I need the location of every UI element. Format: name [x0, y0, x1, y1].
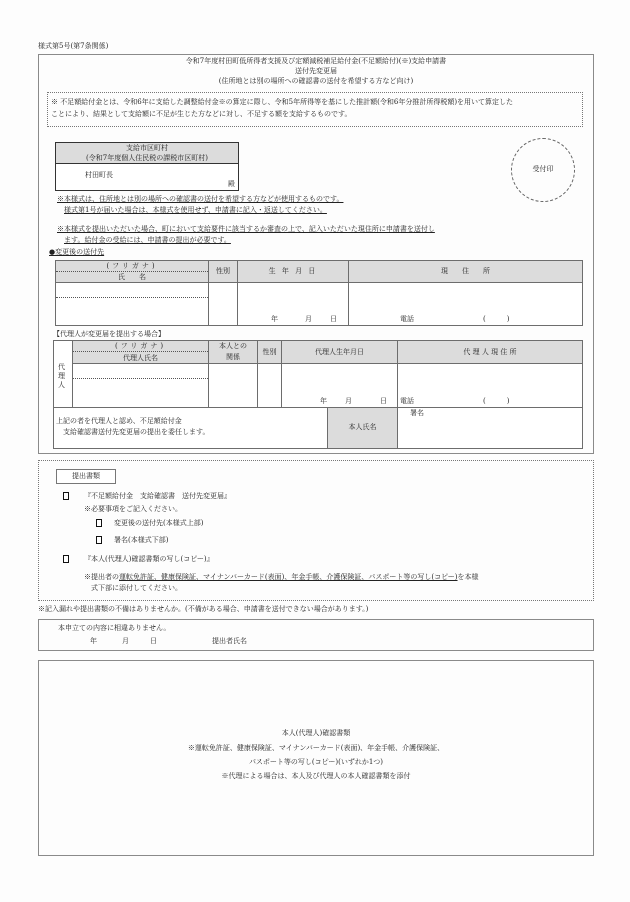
agent-name-input[interactable] — [72, 363, 209, 408]
note1-line1: ※本様式は、住所地とは別の場所への確認書の送付を希望する方などが使用するものです。 — [57, 195, 344, 203]
form-subtitle: 送付先変更届 — [295, 67, 337, 75]
definition-note-line2: ことにより、結果として支給額に不足が生じた方などに対し、不足する額を支給するものです。 — [51, 110, 352, 118]
recipient-label: 支給市区町村 — [126, 144, 168, 152]
delegation-text-line2: 支給確認書送付先変更届の提出を委任します。 — [63, 428, 210, 436]
agent-day-label: 日 — [380, 397, 387, 405]
id-attachment-line1: ※運転免許証、健康保険証、マイナンバーカード(表面)、年金手帳、介護保険証、 — [187, 744, 445, 752]
reception-stamp-label: 受付印 — [532, 165, 554, 173]
signature-label: 署名 — [410, 409, 424, 417]
note1-line2: 様式第1号が届いた場合は、本様式を使用せず、申請書に記入・返送してください。 — [64, 206, 327, 214]
agent-header-gender: 性別 — [262, 348, 277, 356]
month-label: 月 — [305, 315, 312, 323]
agent-year-label: 年 — [320, 397, 327, 405]
declaration-year-label: 年 — [90, 637, 97, 645]
agent-phone-parens: ( ) — [483, 397, 510, 405]
agent-row-label: 代理人 — [58, 363, 65, 389]
document-item-change-form: 『不足額給付金 支給確認書 送付先変更届』 — [84, 492, 231, 500]
note2-line1: ※本様式を提出いただいた場合、町において支給要件に該当するか審査の上で、記入いただいた現住所に申請書を送付し — [57, 225, 435, 233]
day-label: 日 — [330, 315, 337, 323]
delegation-text-line1: 上記の者を代理人と認め、不足額給付金 — [56, 417, 182, 425]
name-input[interactable] — [55, 282, 209, 326]
id-attachment-title: 本人(代理人)確認書類 — [281, 729, 351, 737]
agent-header-name: 代理人氏名 — [123, 354, 158, 362]
header-address: 現 住 所 — [441, 267, 490, 275]
documents-title: 提出書類 — [72, 472, 100, 480]
header-birthdate: 生 年 月 日 — [268, 267, 318, 275]
id-attachment-line3: ※代理による場合は、本人及び代理人の本人確認書類を添付 — [221, 772, 411, 780]
recipient-label-sub: (令和7年度個人住民税の課税市区町村) — [86, 154, 208, 162]
agent-phone-label: 電話 — [400, 397, 414, 405]
agent-header-relation: 本人との — [219, 342, 247, 350]
checkbox-signature[interactable] — [96, 536, 102, 544]
document-item-id-copy: 『本人(代理人)確認書類の写し(コピー)』 — [84, 555, 214, 563]
id-note-line1 — [84, 574, 479, 581]
agent-relation-input[interactable] — [208, 363, 258, 408]
id-attachment-line2: パスポート等の写し(コピー)(いずれか1つ) — [248, 758, 384, 766]
recipient-honorific: 殿 — [228, 180, 235, 188]
agent-gender-input[interactable] — [257, 363, 282, 408]
checkbox-new-destination[interactable] — [96, 519, 102, 527]
form-audience: (住所地とは別の場所への確認書の送付を希望する方など向け) — [218, 77, 414, 85]
header-furigana: (フリガナ) — [106, 262, 158, 270]
header-gender: 性別 — [216, 267, 230, 275]
id-note-line2: 式下部に添付してください。 — [91, 584, 182, 592]
form-number: 様式第5号(第7条関係) — [38, 42, 109, 50]
phone-label: 電話 — [400, 315, 414, 323]
id-note-prefix: ※提出者の — [84, 573, 119, 581]
year-label: 年 — [271, 315, 278, 323]
id-note-accepted-documents: 運転免許証、健康保険証、マイナンバーカード(表面)、年金手帳、介護保険証、パスポート等の写し(コピー) — [119, 573, 458, 581]
new-destination-label: ●変更後の送付先 — [49, 248, 105, 256]
note2-line2: ます。給付金の受給には、申請書の提出が必要です。 — [64, 236, 231, 244]
divider — [56, 271, 208, 272]
agent-header-birthdate: 代理人生年月日 — [315, 348, 364, 356]
agent-section-label: 【代理人が変更届を提出する場合】 — [53, 330, 165, 338]
declaration-day-label: 日 — [150, 637, 157, 645]
recipient-addressee: 村田町長 — [85, 171, 113, 179]
check-warning: ※記入漏れや提出書類の不備はありませんか。(不備がある場合、申請書を送付できない場合があります。) — [38, 605, 369, 613]
divider — [73, 351, 208, 352]
subitem-signature: 署名(本様式下部) — [114, 536, 169, 544]
principal-name-label: 本人氏名 — [348, 423, 377, 431]
header-name: 氏 名 — [118, 273, 146, 281]
id-note-suffix: を本様 — [457, 573, 479, 581]
divider — [73, 378, 208, 379]
declaration-month-label: 月 — [122, 637, 129, 645]
agent-header-relation-2: 関係 — [226, 353, 240, 361]
gender-input[interactable] — [208, 282, 238, 326]
subitem-new-destination: 変更後の送付先(本様式上部) — [114, 519, 204, 527]
checkbox-id-copy[interactable] — [63, 555, 69, 563]
required-note: ※必要事項をご記入ください。 — [84, 505, 182, 513]
recipient-body — [55, 163, 239, 191]
phone-parens: ( ) — [483, 315, 510, 323]
submitter-name-label: 提出者氏名 — [212, 637, 247, 645]
form-title: 令和7年度村田町低所得者支援及び定額減税補足給付金(不足額給付)(※)支給申請書 — [185, 57, 447, 65]
principal-signature-input[interactable] — [397, 407, 583, 449]
definition-note-line1: ※ 不足額給付金とは、令和6年に支給した調整給付金※の算定に際し、令和5年所得等を基にした推計額(令和6年分推計所得税額)を用いて算定した — [51, 98, 514, 106]
agent-header-furigana: (フリガナ) — [114, 342, 167, 350]
address-input[interactable] — [348, 282, 583, 326]
agent-header-address: 代 理 人 現 住 所 — [463, 348, 517, 356]
declaration-statement: 本申立ての内容に相違ありません。 — [58, 624, 171, 632]
divider — [56, 297, 208, 298]
checkbox-change-form[interactable] — [63, 492, 69, 500]
agent-month-label: 月 — [345, 397, 352, 405]
